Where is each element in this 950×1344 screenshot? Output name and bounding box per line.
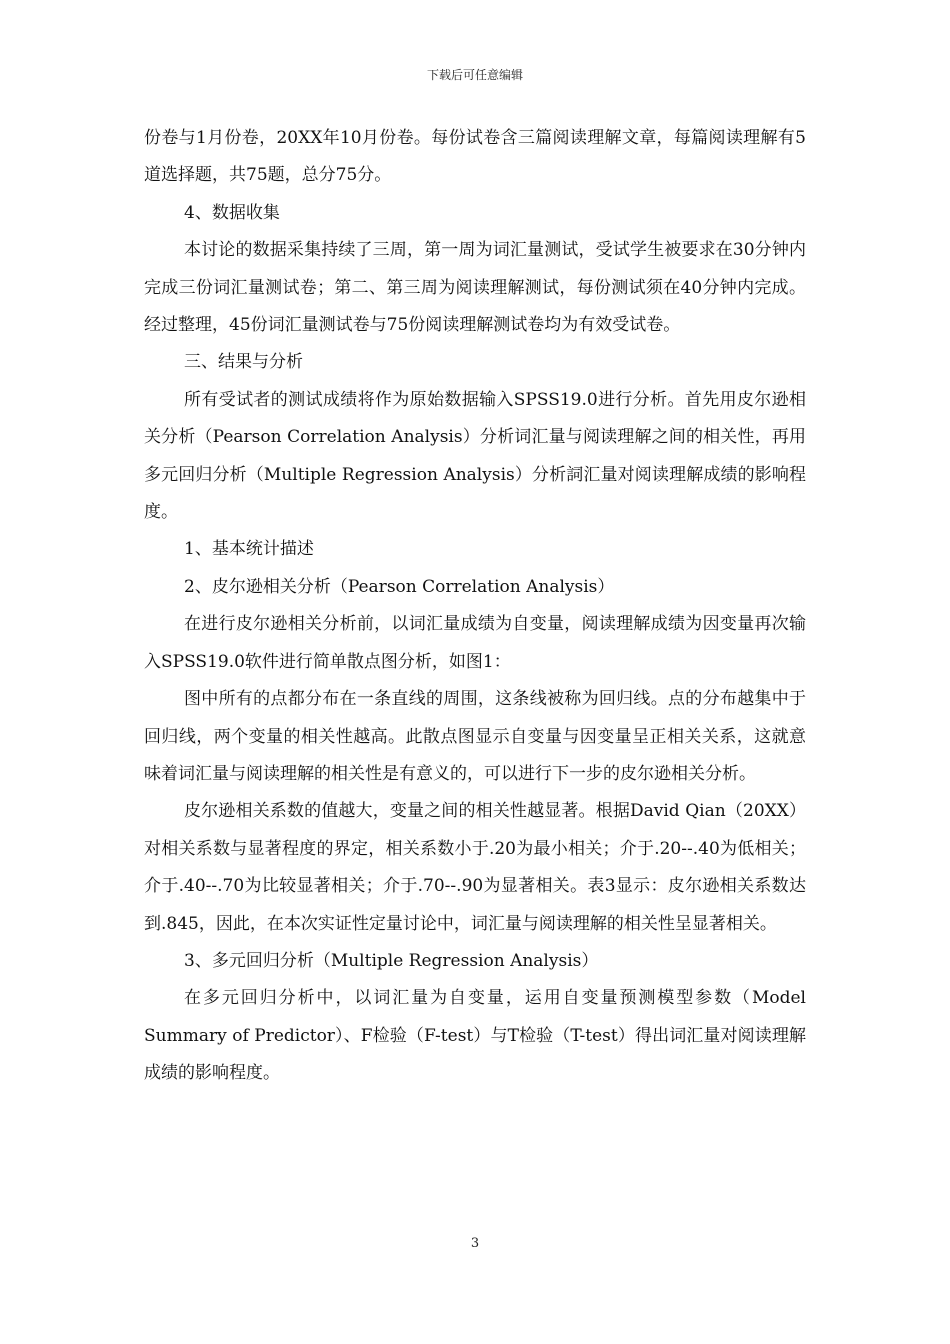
paragraph-regression-line: 图中所有的点都分布在一条直线的周围，这条线被称为回归线。点的分布越集中于回归线，两个变量的相关性越高。此散点图显示自变量与因变量呈正相关关系，这就意味着词汇量与阅读理解的相关性是有意义的，可以进行下一步的皮尔逊相关分析。 — [144, 689, 806, 784]
paragraph-spss-analysis: 所有受试者的测试成绩将作为原始数据输入SPSS19.0进行分析。首先用皮尔逊相关分析（Pearson Correlation Analysis）分析词汇量与阅读理解之间的相关性，再用多元回归分析（Multiple Regression Analysis）分析詞汇量对阅读理解成绩的影响程度。 — [144, 389, 806, 523]
page-header: 下载后可任意编辑 — [426, 68, 523, 82]
heading-multiple-regression: 3、多元回归分析（Multiple Regression Analysis） — [184, 950, 599, 971]
heading-basic-statistics: 1、基本统计描述 — [184, 539, 314, 560]
paragraph-data-collection: 本讨论的数据采集持续了三周，第一周为词汇量测试，受试学生被要求在30分钟内完成三份词汇量测试卷；第二、第三周为阅读理解测试，每份测试须在40分钟内完成。经过整理，45份词汇量测试卷与75份阅读理解测试卷均为有效受试卷。 — [144, 240, 806, 336]
heading-results-analysis: 三、结果与分析 — [184, 352, 303, 373]
document-body — [144, 120, 806, 1093]
paragraph-correlation-coefficient: 皮尔逊相关系数的值越大，变量之间的相关性越显著。根据David Qian（20XX）对相关系数与显著程度的界定，相关系数小于.20为最小相关；介于.20--.40为低相关；介于.40--.70为比较显著相关；介于.70--.90为显著相关。表3显示：皮尔逊相关系数达到.845，因此，在本次实证性定量讨论中，词汇量与阅读理解的相关性呈显著相关。 — [144, 801, 806, 934]
paragraph-scatter-plot: 在进行皮尔逊相关分析前，以词汇量成绩为自变量，阅读理解成绩为因变量再次输入SPSS19.0软件进行简单散点图分析，如图1： — [144, 614, 806, 672]
page-number: 3 — [470, 1236, 480, 1251]
heading-data-collection: 4、数据收集 — [184, 202, 280, 223]
paragraph-continuation: 份卷与1月份卷，20XX年10月份卷。每份试卷含三篇阅读理解文章，每篇阅读理解有5道选择题，共75题，总分75分。 — [144, 128, 806, 186]
paragraph-regression-analysis: 在多元回归分析中，以词汇量为自变量，运用自变量预测模型参数（Model Summary of Predictor）、F检验（F-test）与T检验（T-test）得出词汇量对阅读理解成绩的影响程度。 — [144, 988, 806, 1084]
heading-pearson-correlation: 2、皮尔逊相关分析（Pearson Correlation Analysis） — [184, 576, 615, 597]
